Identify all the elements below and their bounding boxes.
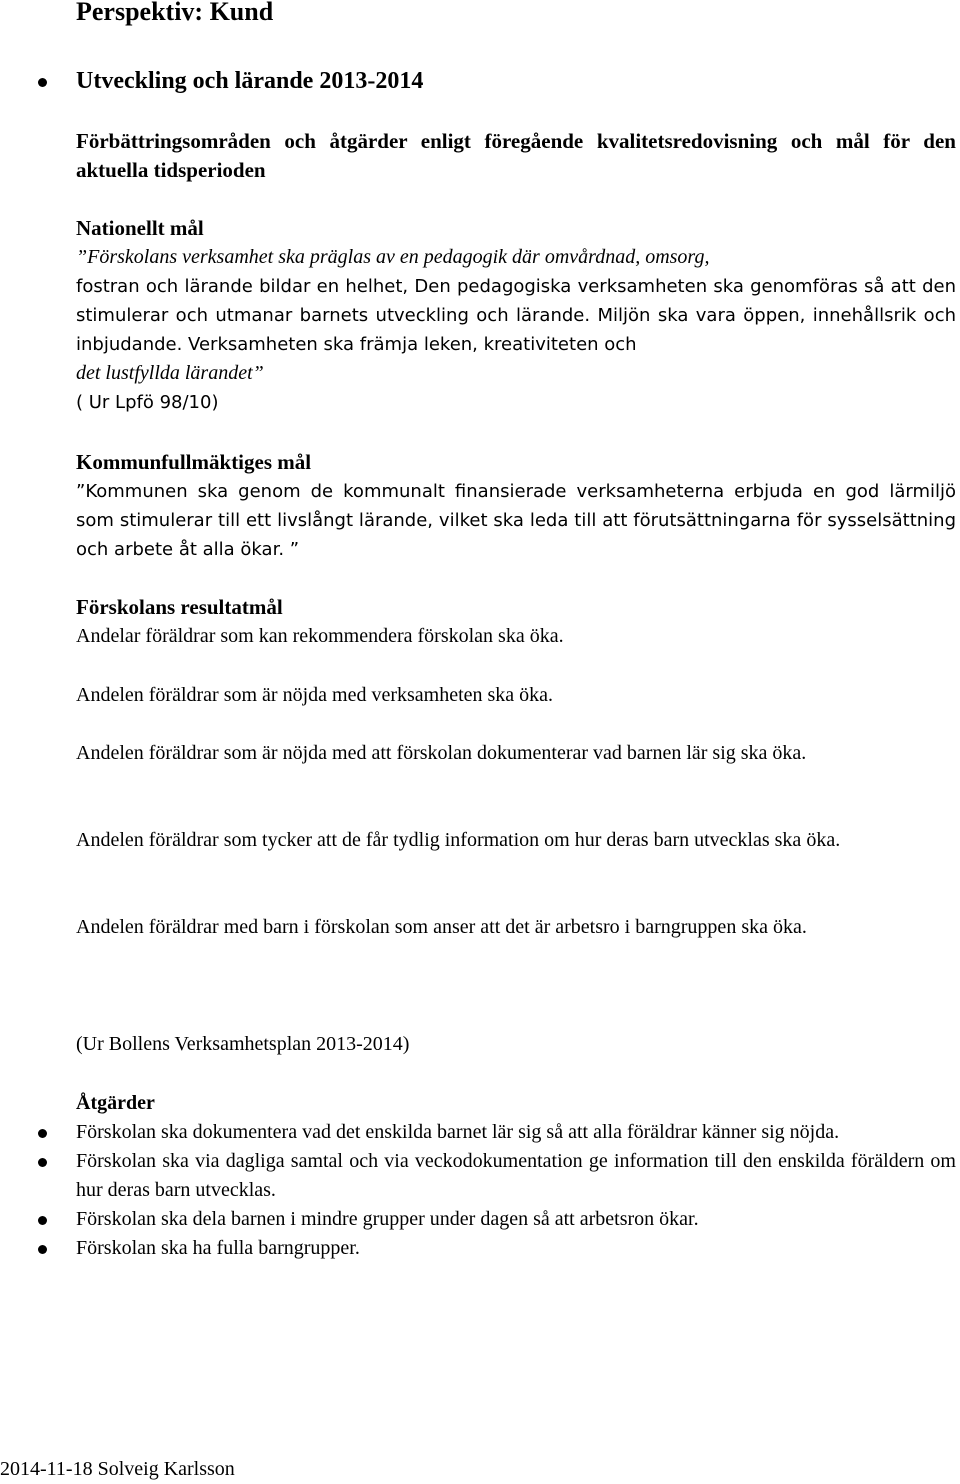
national-goal-quote-end: det lustfyllda lärandet” — [76, 362, 264, 384]
bullet-icon — [38, 78, 47, 87]
municipal-goal-heading: Kommunfullmäktiges mål — [76, 450, 312, 474]
municipal-goal-section — [76, 448, 956, 564]
national-goal-source: ( Ur Lpfö 98/10) — [76, 392, 219, 413]
action-text: Förskolan ska ha fulla barngrupper. — [76, 1237, 360, 1259]
bullet-icon — [38, 1129, 47, 1138]
improvement-heading: Förbättringsområden och åtgärder enligt föregående kvalitetsredovisning och mål för den aktuella tidsperioden — [76, 129, 956, 182]
preschool-goals-heading: Förskolans resultatmål — [76, 595, 283, 619]
bullet-icon — [38, 1158, 47, 1167]
national-goal-section — [76, 214, 956, 417]
footer-text: 2014-11-18 Solveig Karlsson — [0, 1458, 235, 1480]
municipal-goal-text: ”Kommunen ska genom de kommunalt finansierade verksamheterna erbjuda en god lärmiljö som stimulerar till ett livslångt lärande, vilket ska leda till att förutsättningarna för sysselsättning och arbete åt alla ökar. ” — [76, 481, 956, 560]
goal-item: Andelen föräldrar som är nöjda med verksamheten ska öka. — [76, 684, 554, 706]
action-item — [0, 1234, 956, 1263]
national-goal-quote-body: fostran och lärande bildar en helhet, Den pedagogiska verksamheten ska genomföras så att den stimulerar och utmanar barnets utveckling och lärande. Miljön ska vara öppen, innehållsrik och inbjudande. Verksamheten ska främja leken, kreativiteten och — [76, 276, 956, 355]
actions-list — [0, 1118, 960, 1263]
actions-heading: Åtgärder — [76, 1092, 155, 1114]
national-goal-quote-start: ”Förskolans verksamhet ska präglas av en pedagogik där omvårdnad, omsorg, — [76, 246, 710, 268]
action-item — [0, 1147, 956, 1205]
section-heading: Utveckling och lärande 2013-2014 — [76, 68, 424, 94]
national-goal-heading: Nationellt mål — [76, 216, 204, 240]
page-title: Perspektiv: Kund — [76, 0, 274, 26]
goal-item: Andelen föräldrar som är nöjda med att förskolan dokumenterar vad barnen lär sig ska öka. — [76, 742, 807, 764]
goal-item: Andelar föräldrar som kan rekommendera förskolan ska öka. — [76, 625, 564, 647]
bullet-icon — [38, 1245, 47, 1254]
goal-item: Andelen föräldrar med barn i förskolan som anser att det är arbetsro i barngruppen ska öka. — [76, 916, 807, 938]
preschool-goals-section — [76, 593, 956, 651]
action-item — [0, 1205, 956, 1234]
goal-item: Andelen föräldrar som tycker att de får tydlig information om hur deras barn utvecklas ska öka. — [76, 829, 841, 851]
action-text: Förskolan ska via dagliga samtal och via veckodokumentation ge information till den enskilda föräldern om hur deras barn utvecklas. — [76, 1150, 956, 1201]
goals-source: (Ur Bollens Verksamhetsplan 2013-2014) — [76, 1033, 410, 1055]
action-item — [0, 1118, 956, 1147]
action-text: Förskolan ska dokumentera vad det enskilda barnet lär sig så att alla föräldrar känner sig nöjda. — [76, 1121, 840, 1143]
bullet-icon — [38, 1216, 47, 1225]
action-text: Förskolan ska dela barnen i mindre grupper under dagen så att arbetsron ökar. — [76, 1208, 699, 1230]
